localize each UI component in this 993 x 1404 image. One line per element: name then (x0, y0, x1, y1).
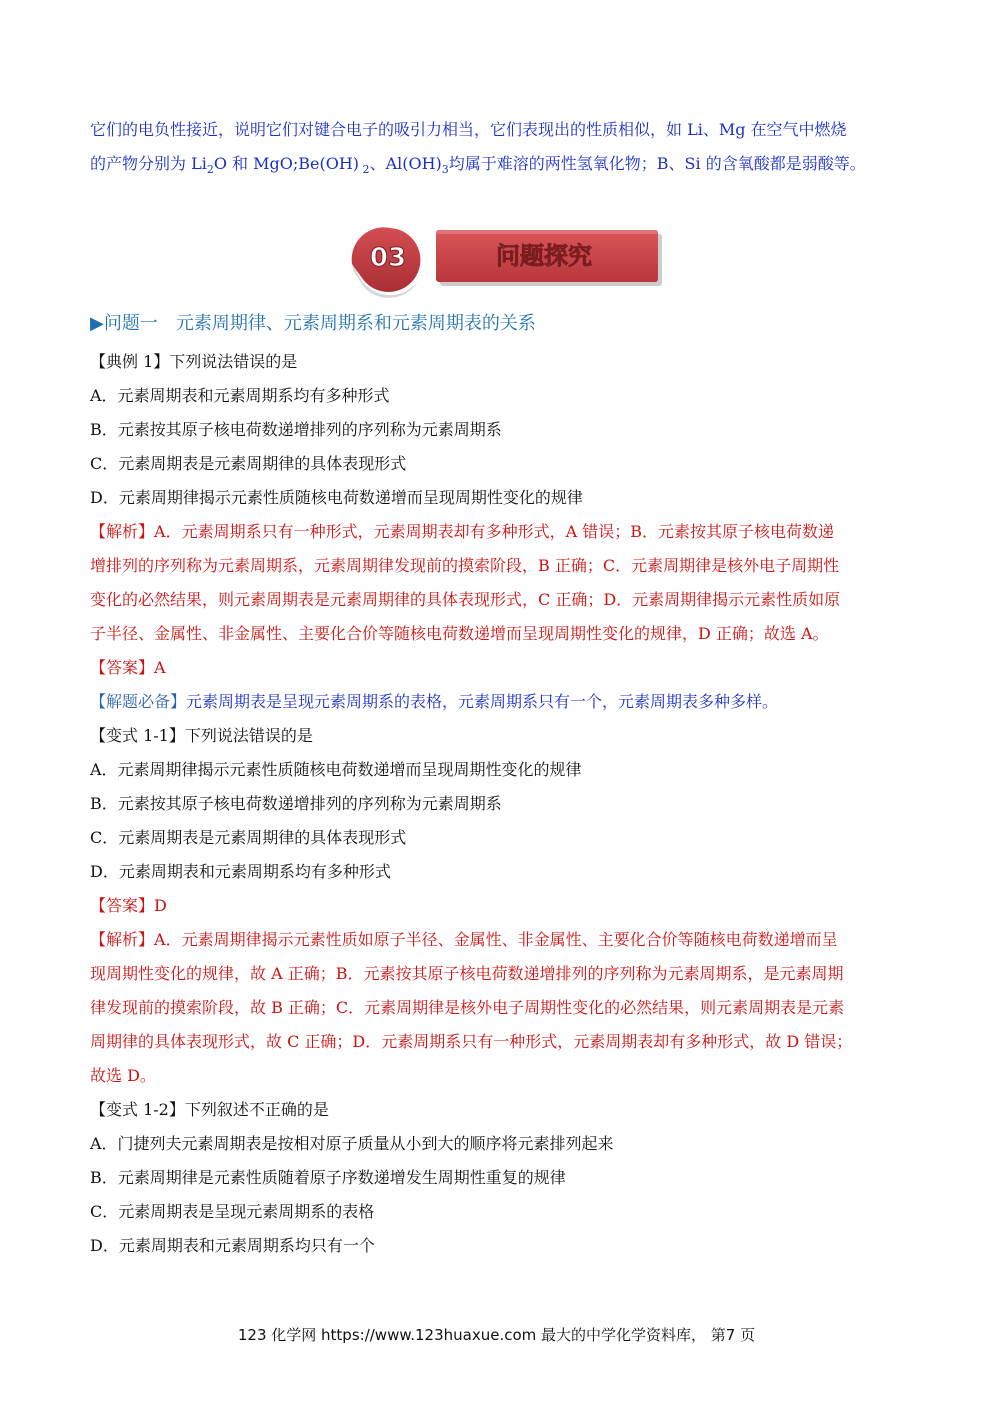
variant-1-1-question: 下列说法错误的是 (184, 726, 313, 745)
variant-1-1-analysis-line-3: 律发现前的摸索阶段，故 B 正确；C．元素周期律是核外电子周期性变化的必然结果，则元素周期表是元素 (90, 998, 845, 1017)
example-1-option-a: A．元素周期表和元素周期系均有多种形式 (90, 386, 390, 405)
example-1-option-d: D．元素周期律揭示元素性质随核电荷数递增而呈现周期性变化的规律 (90, 488, 583, 507)
example-1-answer (90, 658, 166, 678)
variant-1-1-analysis-line-1 (90, 930, 838, 950)
variant-1-1-option-a: A．元素周期律揭示元素性质随核电荷数递增而呈现周期性变化的规律 (90, 760, 582, 779)
variant-1-1-analysis-line-5: 故选 D。 (90, 1066, 156, 1085)
variant-1-1-answer-tag: 【答案】 (90, 896, 155, 915)
intro-text-a: 的产物分别为 Li (90, 154, 207, 173)
page-footer: 123 化学网 https://www.123huaxue.com 最大的中学化学资料库， 第7 页 (237, 1326, 756, 1344)
example-1-question: 下列说法错误的是 (169, 352, 298, 371)
intro-sub-2: 2 (359, 163, 370, 177)
example-1-answer-tag: 【答案】 (90, 658, 155, 677)
example-1-analysis-text-1: A．元素周期系只有一种形式，元素周期表却有多种形式，A 错误；B．元素按其原子核电荷数递 (154, 522, 834, 541)
variant-1-2-option-c: C．元素周期表是呈现元素周期系的表格 (90, 1202, 375, 1221)
variant-1-1-stem (90, 726, 313, 746)
variant-1-2-option-b: B．元素周期律是元素性质随着原子序数递增发生周期性重复的规律 (90, 1168, 566, 1187)
intro-line-2 (90, 154, 866, 177)
banner-number (370, 243, 406, 273)
example-1-answer-value: A (154, 658, 166, 677)
section-banner (348, 220, 662, 302)
variant-1-2-question: 下列叙述不正确的是 (184, 1100, 329, 1119)
variant-1-1-analysis-tag: 【解析】 (90, 930, 155, 949)
variant-1-1-analysis-line-4: 周期律的具体表现形式，故 C 正确；D．元素周期系只有一种形式，元素周期表却有多种形式，故 D 错误； (90, 1032, 853, 1051)
intro-text-c: 、Al(OH) (369, 154, 442, 173)
intro-text-b: O 和 MgO;Be(OH) (213, 154, 360, 173)
example-1-analysis-line-2: 增排列的序列称为元素周期系，元素周期律发现前的摸索阶段，B 正确；C．元素周期律是核外电子周期性 (90, 556, 840, 575)
variant-1-1-analysis-text-1: A．元素周期律揭示元素性质如原子半径、金属性、非金属性、主要化合价等随核电荷数递增而呈 (154, 930, 838, 949)
variant-1-1-option-b: B．元素按其原子核电荷数递增排列的序列称为元素周期系 (90, 794, 502, 813)
variant-1-1-answer-value: D (154, 896, 167, 915)
intro-sub-3: 3 (441, 163, 449, 177)
variant-1-1-answer (90, 896, 167, 916)
variant-1-1-analysis-line-2: 现周期性变化的规律，故 A 正确；B．元素按其原子核电荷数递增排列的序列称为元素周期系，是元素周期 (90, 964, 844, 983)
question-heading: ▶问题一 元素周期律、元素周期系和元素周期表的关系 (90, 313, 536, 334)
example-1-tip-tag: 【解题必备】 (90, 692, 187, 711)
banner-title (496, 242, 592, 270)
variant-1-2-option-a: A．门捷列夫元素周期表是按相对原子质量从小到大的顺序将元素排列起来 (90, 1134, 614, 1153)
intro-sub-1: 2 (206, 163, 214, 177)
example-1-analysis-line-1 (90, 522, 834, 542)
example-1-analysis-line-4: 子半径、金属性、非金属性、主要化合价等随核电荷数递增而呈现周期性变化的规律，D 正确；故选 A。 (90, 624, 829, 643)
svg-text:问题探究: 问题探究 (496, 242, 592, 270)
variant-1-2-option-d: D．元素周期表和元素周期系均只有一个 (90, 1236, 375, 1255)
example-1-tip (90, 692, 778, 712)
example-1-option-c: C．元素周期表是元素周期律的具体表现形式 (90, 454, 407, 473)
svg-text:03: 03 (369, 243, 407, 273)
intro-text-d: 均属于难溶的两性氢氧化物；B、Si 的含氧酸都是弱酸等。 (448, 154, 866, 173)
variant-1-1-tag: 【变式 1-1】 (90, 726, 185, 745)
example-1-option-b: B．元素按其原子核电荷数递增排列的序列称为元素周期系 (90, 420, 502, 439)
example-1-tip-text: 元素周期表是呈现元素周期系的表格，元素周期系只有一个，元素周期表多种多样。 (186, 692, 779, 711)
intro-line-1: 它们的电负性接近，说明它们对键合电子的吸引力相当，它们表现出的性质相似，如 Li、Mg 在空气中燃烧 (90, 120, 847, 139)
variant-1-2-tag: 【变式 1-2】 (90, 1100, 185, 1119)
variant-1-2-stem (90, 1100, 329, 1120)
example-1-stem (90, 352, 297, 372)
example-1-tag: 【典例 1】 (90, 352, 170, 371)
variant-1-1-option-c: C．元素周期表是元素周期律的具体表现形式 (90, 828, 407, 847)
example-1-analysis-tag: 【解析】 (90, 522, 155, 541)
variant-1-1-option-d: D．元素周期表和元素周期系均有多种形式 (90, 862, 391, 881)
example-1-analysis-line-3: 变化的必然结果，则元素周期表是元素周期律的具体表现形式，C 正确；D．元素周期律揭示元素性质如原 (90, 590, 841, 609)
